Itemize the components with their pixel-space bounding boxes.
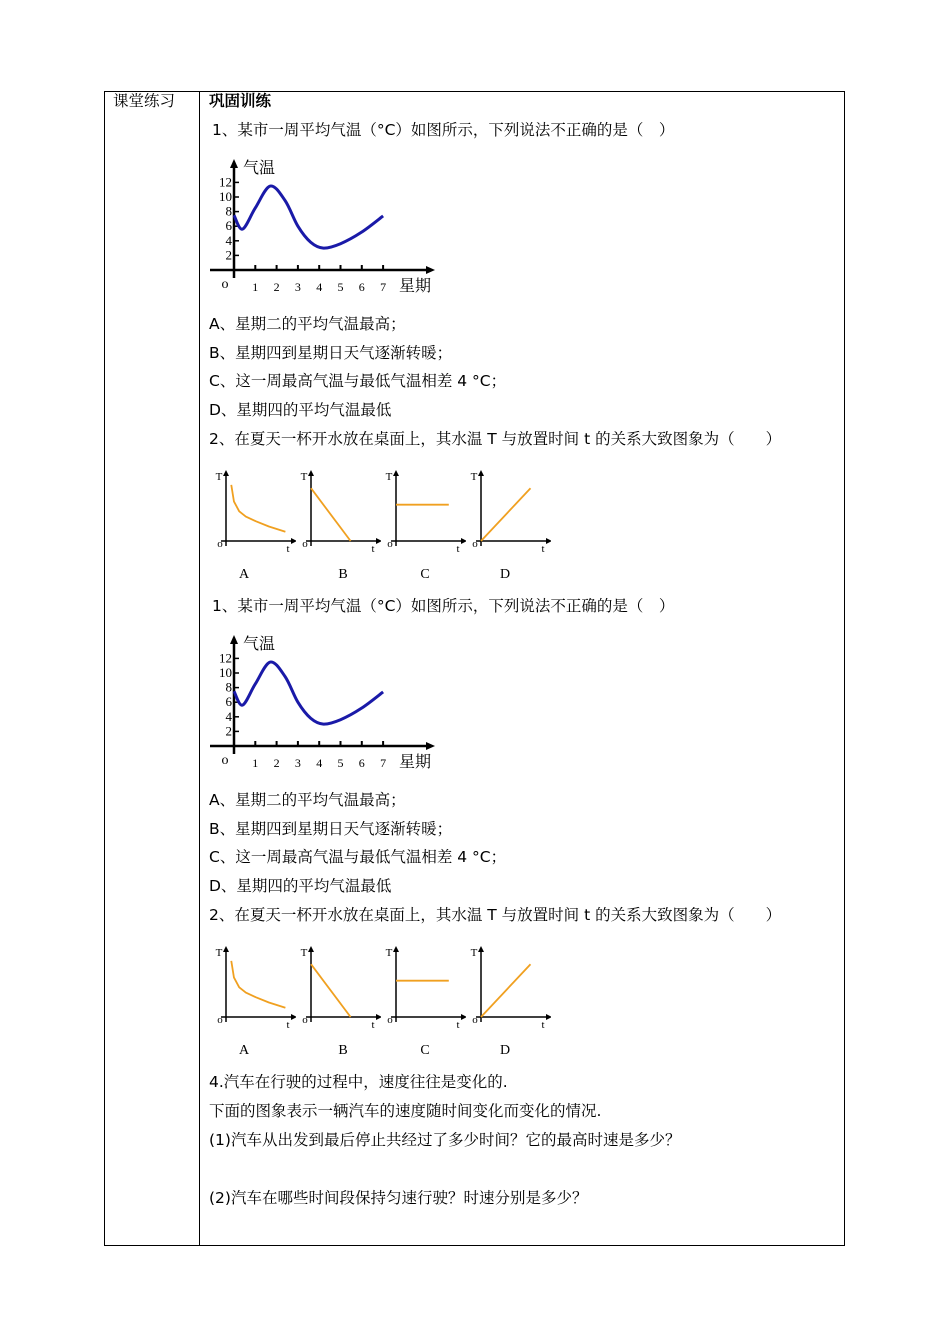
y-axis-arrow bbox=[230, 635, 238, 644]
temperature-chart bbox=[205, 155, 440, 300]
option-c: C、这一周最高气温与最低气温相差 4 °C； bbox=[209, 372, 507, 390]
y-axis-label: 气温 bbox=[242, 158, 276, 177]
y-axis-label: T bbox=[385, 947, 393, 959]
x-tick-label: 3 bbox=[294, 756, 301, 770]
x-tick-label: 5 bbox=[337, 756, 344, 770]
x-axis-arrow bbox=[546, 1014, 551, 1020]
x-tick-label: 1 bbox=[252, 756, 259, 770]
question-1: 1、某市一周平均气温（°C）如图所示，下列说法不正确的是（ ） bbox=[212, 121, 675, 139]
y-tick-label: 6 bbox=[225, 694, 232, 710]
x-tick-label: 7 bbox=[380, 280, 387, 294]
choice-label: B bbox=[338, 1043, 348, 1058]
column-divider bbox=[199, 91, 200, 1246]
x-tick-label: 7 bbox=[380, 756, 387, 770]
option-b: B、星期四到星期日天气逐渐转暖； bbox=[209, 344, 453, 362]
x-axis-label: t bbox=[286, 1019, 290, 1031]
y-axis-label: T bbox=[470, 471, 478, 483]
x-axis-arrow bbox=[461, 538, 466, 544]
choice-curve bbox=[231, 485, 285, 532]
choice-chart-d bbox=[467, 943, 551, 1063]
choice-figure bbox=[382, 943, 466, 1067]
y-tick-label: 2 bbox=[225, 247, 232, 263]
x-tick-label: 4 bbox=[316, 756, 323, 770]
y-tick-label: 12 bbox=[219, 174, 232, 190]
x-axis-arrow bbox=[461, 1014, 466, 1020]
x-tick-label: 2 bbox=[273, 280, 280, 294]
y-axis-label: T bbox=[470, 947, 478, 959]
y-axis-arrow bbox=[478, 946, 484, 952]
origin-label: o bbox=[217, 538, 223, 550]
x-tick-label: 3 bbox=[294, 280, 301, 294]
choice-curve bbox=[481, 964, 531, 1017]
y-axis-label: T bbox=[300, 947, 308, 959]
y-axis-arrow bbox=[230, 159, 238, 168]
origin-label: o bbox=[221, 753, 229, 768]
choice-chart-b bbox=[297, 467, 381, 587]
y-axis-label: 气温 bbox=[242, 634, 276, 653]
question-1: 1、某市一周平均气温（°C）如图所示，下列说法不正确的是（ ） bbox=[212, 597, 675, 615]
option-b: B、星期四到星期日天气逐渐转暖； bbox=[209, 820, 453, 838]
x-tick-label: 6 bbox=[358, 756, 365, 770]
origin-label: o bbox=[221, 277, 229, 292]
origin-label: o bbox=[302, 538, 308, 550]
option-a: A、星期二的平均气温最高； bbox=[209, 315, 406, 333]
x-tick-label: 1 bbox=[252, 280, 259, 294]
option-a: A、星期二的平均气温最高； bbox=[209, 791, 406, 809]
x-tick-label: 6 bbox=[358, 280, 365, 294]
y-axis-arrow bbox=[308, 470, 314, 476]
choice-chart-b bbox=[297, 943, 381, 1063]
x-tick-label: 5 bbox=[337, 280, 344, 294]
y-axis-label: T bbox=[215, 471, 223, 483]
x-axis-arrow bbox=[376, 1014, 381, 1020]
section-heading: 巩固训练 bbox=[209, 92, 272, 110]
x-axis-label: t bbox=[456, 1019, 460, 1031]
origin-label: o bbox=[387, 538, 393, 550]
y-axis-label: T bbox=[215, 947, 223, 959]
origin-label: o bbox=[387, 1014, 393, 1026]
temperature-curve bbox=[234, 662, 383, 724]
origin-label: o bbox=[472, 538, 478, 550]
y-tick-label: 6 bbox=[225, 218, 232, 234]
choice-chart-a bbox=[212, 943, 296, 1063]
choice-label: C bbox=[420, 567, 430, 582]
y-axis-arrow bbox=[478, 470, 484, 476]
choice-figure bbox=[297, 943, 381, 1067]
temperature-chart bbox=[205, 631, 440, 776]
choice-label: A bbox=[238, 567, 250, 582]
x-axis-arrow bbox=[376, 538, 381, 544]
choice-label: B bbox=[338, 567, 348, 582]
y-tick-label: 2 bbox=[225, 723, 232, 739]
choice-chart-c bbox=[382, 467, 466, 587]
section-label: 课堂练习 bbox=[113, 92, 176, 110]
choice-curve bbox=[231, 961, 285, 1008]
option-c: C、这一周最高气温与最低气温相差 4 °C； bbox=[209, 848, 507, 866]
y-tick-label: 4 bbox=[225, 708, 232, 724]
question-2: 2、在夏天一杯开水放在桌面上，其水温 T 与放置时间 t 的关系大致图象为（ ） bbox=[209, 430, 782, 448]
y-tick-label: 8 bbox=[225, 679, 232, 695]
choice-label: D bbox=[499, 567, 511, 582]
choice-label: A bbox=[238, 1043, 250, 1058]
temperature-curve bbox=[234, 186, 383, 248]
y-axis-label: T bbox=[385, 471, 393, 483]
choice-chart-d bbox=[467, 467, 551, 587]
y-tick-label: 4 bbox=[225, 232, 232, 248]
x-tick-label: 4 bbox=[316, 280, 323, 294]
question-2: 2、在夏天一杯开水放在桌面上，其水温 T 与放置时间 t 的关系大致图象为（ ） bbox=[209, 906, 782, 924]
y-tick-label: 8 bbox=[225, 203, 232, 219]
y-axis-arrow bbox=[393, 946, 399, 952]
y-axis-arrow bbox=[393, 470, 399, 476]
x-axis-label: t bbox=[371, 1019, 375, 1031]
x-tick-label: 2 bbox=[273, 756, 280, 770]
y-axis-arrow bbox=[308, 946, 314, 952]
x-axis-arrow bbox=[291, 538, 296, 544]
x-axis-label: t bbox=[541, 543, 545, 555]
choice-chart-a bbox=[212, 467, 296, 587]
x-axis-label: t bbox=[541, 1019, 545, 1031]
y-axis-label: T bbox=[300, 471, 308, 483]
choice-figure bbox=[212, 943, 296, 1067]
x-axis-arrow bbox=[546, 538, 551, 544]
choice-curve bbox=[311, 488, 351, 541]
option-d: D、星期四的平均气温最低 bbox=[209, 877, 392, 895]
origin-label: o bbox=[302, 1014, 308, 1026]
origin-label: o bbox=[472, 1014, 478, 1026]
y-axis-arrow bbox=[223, 946, 229, 952]
origin-label: o bbox=[217, 1014, 223, 1026]
choice-figure bbox=[212, 467, 296, 591]
choice-label: D bbox=[499, 1043, 511, 1058]
choice-curve bbox=[311, 964, 351, 1017]
choice-figure bbox=[467, 943, 551, 1067]
choice-figure bbox=[467, 467, 551, 591]
x-axis-arrow bbox=[291, 1014, 296, 1020]
y-tick-label: 10 bbox=[219, 665, 232, 680]
option-d: D、星期四的平均气温最低 bbox=[209, 401, 392, 419]
y-tick-label: 12 bbox=[219, 650, 232, 666]
y-tick-label: 10 bbox=[219, 189, 232, 204]
temperature-figure bbox=[205, 631, 440, 780]
choice-figure bbox=[382, 467, 466, 591]
temperature-figure bbox=[205, 155, 440, 304]
x-axis-arrow bbox=[426, 742, 435, 750]
x-axis-label: 星期 bbox=[398, 752, 432, 771]
x-axis-label: t bbox=[456, 543, 460, 555]
y-axis-arrow bbox=[223, 470, 229, 476]
q4-line-2: 下面的图象表示一辆汽车的速度随时间变化而变化的情况. bbox=[209, 1102, 602, 1120]
x-axis-label: 星期 bbox=[398, 276, 432, 295]
q4-question-1: (1)汽车从出发到最后停止共经过了多少时间？它的最高时速是多少？ bbox=[209, 1131, 681, 1149]
x-axis-arrow bbox=[426, 266, 435, 274]
q4-question-2: (2)汽车在哪些时间段保持匀速行驶？时速分别是多少？ bbox=[209, 1189, 588, 1207]
q4-line-1: 4.汽车在行驶的过程中，速度往往是变化的. bbox=[209, 1073, 508, 1091]
choice-curve bbox=[481, 488, 531, 541]
choice-chart-c bbox=[382, 943, 466, 1063]
x-axis-label: t bbox=[371, 543, 375, 555]
choice-figure bbox=[297, 467, 381, 591]
x-axis-label: t bbox=[286, 543, 290, 555]
choice-label: C bbox=[420, 1043, 430, 1058]
